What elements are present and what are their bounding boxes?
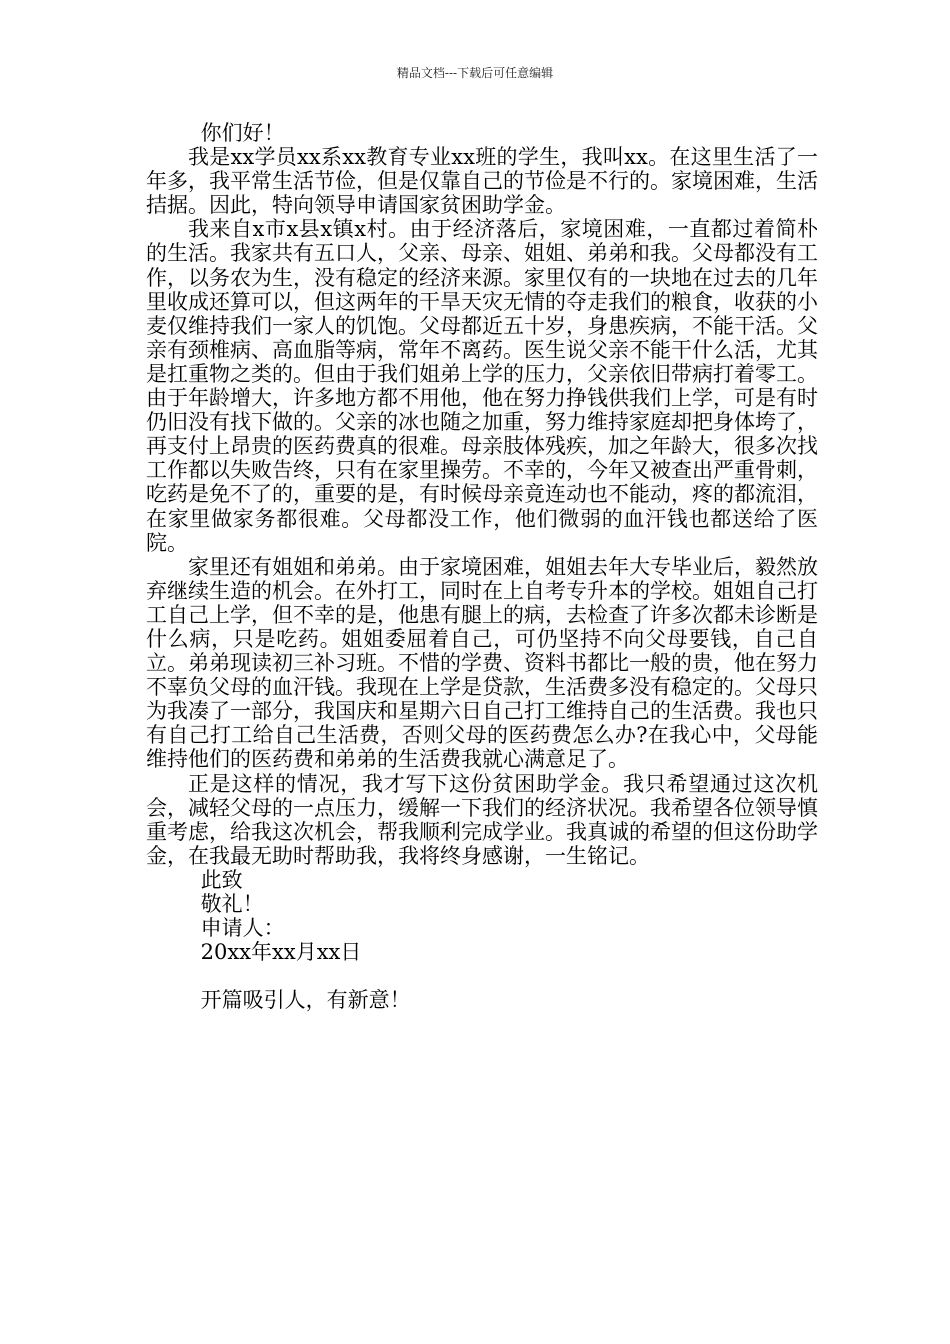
page-header: 精品文档---下载后可任意编辑 [396,66,554,80]
editor-note: 开篇吸引人，有新意！ [200,988,411,1013]
blank-line [146,964,818,988]
letter-salute: 敬礼！ [200,892,264,916]
letter-body [146,121,818,1012]
letter-date: 20xx年xx月xx日 [200,940,362,965]
letter-paragraph: 我是xx学员xx系xx教育专业xx班的学生，我叫xx。在这里生活了一年多，我平常生活节俭，但是仅靠自己的节俭是不行的。家境困难，生活拮据。因此，特向领导申请国家贫困助学金。 [146,145,818,218]
letter-paragraph: 正是这样的情况，我才写下这份贫困助学金。我只希望通过这次机会，减轻父母的一点压力，缓解一下我们的经济状况。我希望各位领导慎重考虑，给我这次机会，帮我顺利完成学业。我真诚的希望的但这份助学金，在我最无助时帮助我，我将终身感谢，一生铭记。 [146,771,818,868]
letter-closing: 此致 [200,867,243,892]
applicant-label: 申请人： [200,916,285,941]
letter-paragraph: 我来自x市x县x镇x村。由于经济落后，家境困难，一直都过着简朴的生活。我家共有五口人，父亲、母亲、姐姐、弟弟和我。父母都没有工作，以务农为生，没有稳定的经济来源。家里仅有的一块地在过去的几年里收成还算可以，但这两年的干旱天灾无情的夺走我们的粮食，收获的小麦仅维持我们一家人的饥饱。父母都近五十岁，身患疾病，不能干活。父亲有颈椎病、高血脂等病，常年不离药。医生说父亲不能干什么活，尤其是扛重物之类的。但由于我们姐弟上学的压力，父亲依旧带病打着零工。由于年龄增大，许多地方都不用他，他在努力挣钱供我们上学，可是有时仍旧没有找下做的。父亲的冰也随之加重，努力维持家庭却把身体垮了，再支付上昂贵的医药费真的很难。母亲肢体残疾，加之年龄大，很多次找工作都以失败告终，只有在家里操劳。不幸的，今年又被查出严重骨刺，吃药是免不了的，重要的是，有时候母亲竟连动也不能动，疼的都流泪，在家里做家务都很难。父母都没工作，他们微弱的血汗钱也都送给了医院。 [146,217,818,555]
letter-paragraph: 家里还有姐姐和弟弟。由于家境困难，姐姐去年大专毕业后，毅然放弃继续生造的机会。在外打工，同时在上自考专升本的学校。姐姐自己打工自己上学，但不幸的是，他患有腿上的病，去检查了许多次都未诊断是什么病，只是吃药。姐姐委屈着自己，可仍坚持不向父母要钱，自己自立。弟弟现读初三补习班。不惜的学费、资料书都比一般的贵，他在努力不辜负父母的血汗钱。我现在上学是贷款，生活费多没有稳定的。父母只为我凑了一部分，我国庆和星期六日自己打工维持自己的生活费。我也只有自己打工给自己生活费，否则父母的医药费怎么办?在我心中，父母能维持他们的医药费和弟弟的生活费我就心满意足了。 [146,554,818,772]
letter-greeting: 你们好！ [200,121,285,145]
